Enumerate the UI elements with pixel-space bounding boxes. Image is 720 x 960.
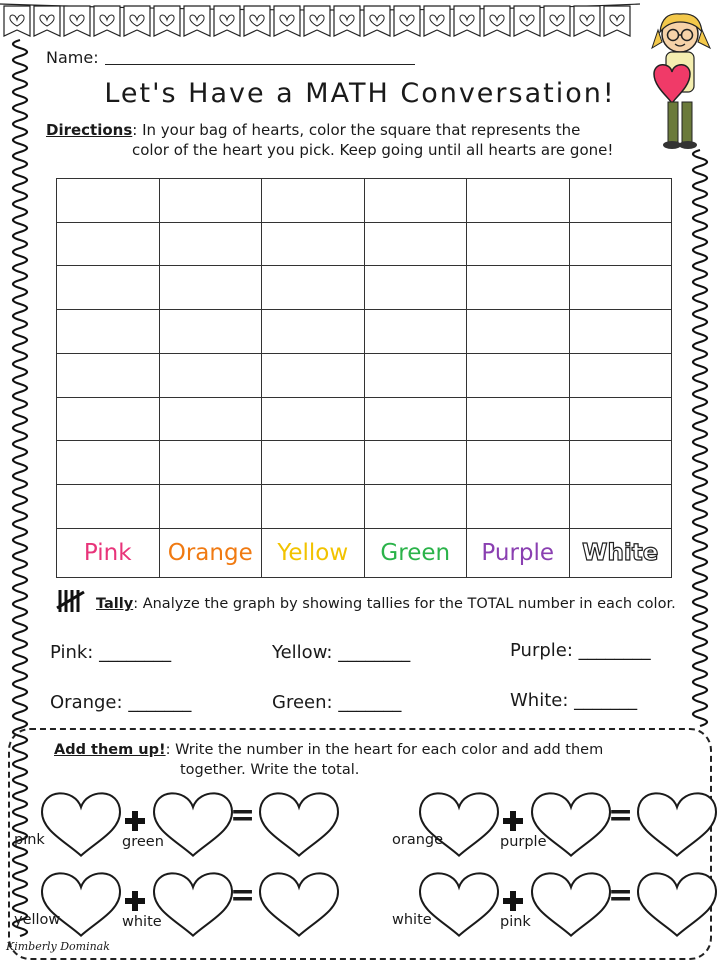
- tally-green-blank: _______: [338, 692, 402, 713]
- graph-square[interactable]: [57, 397, 160, 441]
- color-label-yellow: Yellow: [262, 528, 365, 577]
- graph-row: [57, 222, 672, 266]
- graph-square[interactable]: [262, 179, 365, 223]
- directions-line1: : In your bag of hearts, color the square that represents the: [132, 121, 581, 139]
- name-field: [46, 48, 415, 67]
- graph-square[interactable]: [262, 310, 365, 354]
- graph-square[interactable]: [57, 310, 160, 354]
- graph-row: [57, 441, 672, 485]
- tally-instructions: [56, 588, 676, 614]
- plus-icon: [124, 810, 146, 832]
- color-label-green: Green: [364, 528, 467, 577]
- caption-white: white: [122, 914, 162, 930]
- tally-orange-label: Orange:: [50, 692, 123, 713]
- tally-purple-label: Purple:: [510, 640, 573, 661]
- graph-square[interactable]: [159, 441, 262, 485]
- tally-purple-blank: ________: [578, 640, 651, 661]
- directions-line2: color of the heart you pick. Keep going until all hearts are gone!: [132, 141, 614, 159]
- graph-square[interactable]: [262, 397, 365, 441]
- graph-square[interactable]: [364, 266, 467, 310]
- caption-purple: purple: [500, 834, 547, 850]
- heart-pink[interactable]: [40, 786, 122, 859]
- add-text-line2: together. Write the total.: [180, 762, 360, 778]
- graph-row: [57, 266, 672, 310]
- tally-green-label: Green:: [272, 692, 333, 713]
- graph-row: [57, 397, 672, 441]
- graph-square[interactable]: [364, 441, 467, 485]
- zigzag-border-right: [693, 150, 707, 726]
- graph-square[interactable]: [262, 222, 365, 266]
- graph-square[interactable]: [467, 266, 570, 310]
- tally-line-yellow: [272, 642, 410, 663]
- color-label-pink: Pink: [57, 528, 160, 577]
- graph-square[interactable]: [262, 485, 365, 529]
- graph-square[interactable]: [262, 441, 365, 485]
- graph-square[interactable]: [57, 485, 160, 529]
- graph-square[interactable]: [467, 310, 570, 354]
- graph-square[interactable]: [159, 397, 262, 441]
- tally-line-green: [272, 692, 401, 713]
- tally-white-blank: _______: [574, 690, 638, 711]
- caption-pink: pink: [14, 832, 45, 848]
- tally-marks-icon: [56, 588, 88, 614]
- graph-row: [57, 353, 672, 397]
- caption-orange: orange: [392, 832, 444, 848]
- graph-square[interactable]: [569, 353, 672, 397]
- graph-square[interactable]: [364, 397, 467, 441]
- tally-line-pink: [50, 642, 171, 663]
- graph-square[interactable]: [159, 179, 262, 223]
- caption-yellow: yellow: [14, 912, 61, 928]
- graph-row: [57, 310, 672, 354]
- equals-sign: =: [230, 878, 256, 913]
- graph-square[interactable]: [569, 222, 672, 266]
- add-them-up-instructions: [54, 740, 684, 780]
- heart-pink[interactable]: [530, 866, 612, 939]
- tally-line-orange: [50, 692, 191, 713]
- color-label-purple: Purple: [467, 528, 570, 577]
- color-label-row: [57, 528, 672, 577]
- graph-square[interactable]: [467, 353, 570, 397]
- equals-sign: =: [608, 798, 634, 833]
- plus-icon: [502, 890, 524, 912]
- color-label-orange: Orange: [159, 528, 262, 577]
- caption-green: green: [122, 834, 164, 850]
- heart-total[interactable]: [258, 786, 340, 859]
- graph-square[interactable]: [569, 485, 672, 529]
- graph-square[interactable]: [364, 179, 467, 223]
- author-credit: Kimberly Dominak: [6, 940, 110, 953]
- tally-yellow-label: Yellow:: [272, 642, 333, 663]
- graph-square[interactable]: [159, 266, 262, 310]
- graph-square[interactable]: [364, 485, 467, 529]
- heart-total[interactable]: [636, 786, 718, 859]
- tally-white-label: White:: [510, 690, 569, 711]
- heart-green[interactable]: [152, 786, 234, 859]
- directions: [46, 120, 656, 160]
- plus-icon: [124, 890, 146, 912]
- graph-square[interactable]: [467, 179, 570, 223]
- graph-square[interactable]: [467, 222, 570, 266]
- graph-square[interactable]: [569, 179, 672, 223]
- graph-square[interactable]: [57, 441, 160, 485]
- graph-square[interactable]: [364, 310, 467, 354]
- graph-square[interactable]: [159, 310, 262, 354]
- tally-orange-blank: _______: [128, 692, 192, 713]
- worksheet-title: Let's Have a MATH Conversation!: [104, 78, 616, 109]
- tally-line-white: [510, 690, 637, 711]
- heart-banner-top: [0, 4, 640, 36]
- graph-square[interactable]: [364, 222, 467, 266]
- graph-square[interactable]: [159, 353, 262, 397]
- graph-square[interactable]: [57, 179, 160, 223]
- equals-sign: =: [608, 878, 634, 913]
- graph-square[interactable]: [467, 397, 570, 441]
- plus-icon: [502, 810, 524, 832]
- add-label: Add them up!: [54, 742, 166, 758]
- graph-row: [57, 485, 672, 529]
- heart-total[interactable]: [636, 866, 718, 939]
- tally-line-purple: [510, 640, 651, 661]
- caption-white: white: [392, 912, 432, 928]
- tally-text: : Analyze the graph by showing tallies for the TOTAL number in each color.: [133, 596, 676, 612]
- graph-square[interactable]: [569, 266, 672, 310]
- add-text-line1: : Write the number in the heart for each color and add them: [165, 742, 604, 758]
- graph-square[interactable]: [467, 441, 570, 485]
- bar-graph-grid: [56, 178, 672, 578]
- graph-square[interactable]: [57, 266, 160, 310]
- caption-pink: pink: [500, 914, 531, 930]
- equals-sign: =: [230, 798, 256, 833]
- heart-total[interactable]: [258, 866, 340, 939]
- tally-yellow-blank: ________: [338, 642, 411, 663]
- graph-square[interactable]: [262, 353, 365, 397]
- graph-square[interactable]: [364, 353, 467, 397]
- graph-square[interactable]: [569, 310, 672, 354]
- tally-pink-blank: ________: [99, 642, 172, 663]
- tally-label: Tally: [96, 596, 134, 612]
- name-label: Name:: [46, 48, 99, 67]
- graph-square[interactable]: [159, 485, 262, 529]
- graph-square[interactable]: [262, 266, 365, 310]
- graph-square[interactable]: [467, 485, 570, 529]
- graph-row: [57, 179, 672, 223]
- heart-white[interactable]: [152, 866, 234, 939]
- tally-pink-label: Pink:: [50, 642, 94, 663]
- name-blank-line: [105, 64, 415, 65]
- graph-square[interactable]: [57, 353, 160, 397]
- directions-label: Directions: [46, 121, 133, 139]
- graph-square[interactable]: [569, 397, 672, 441]
- graph-square[interactable]: [569, 441, 672, 485]
- graph-square[interactable]: [57, 222, 160, 266]
- graph-square[interactable]: [159, 222, 262, 266]
- color-label-white: White: [569, 528, 672, 577]
